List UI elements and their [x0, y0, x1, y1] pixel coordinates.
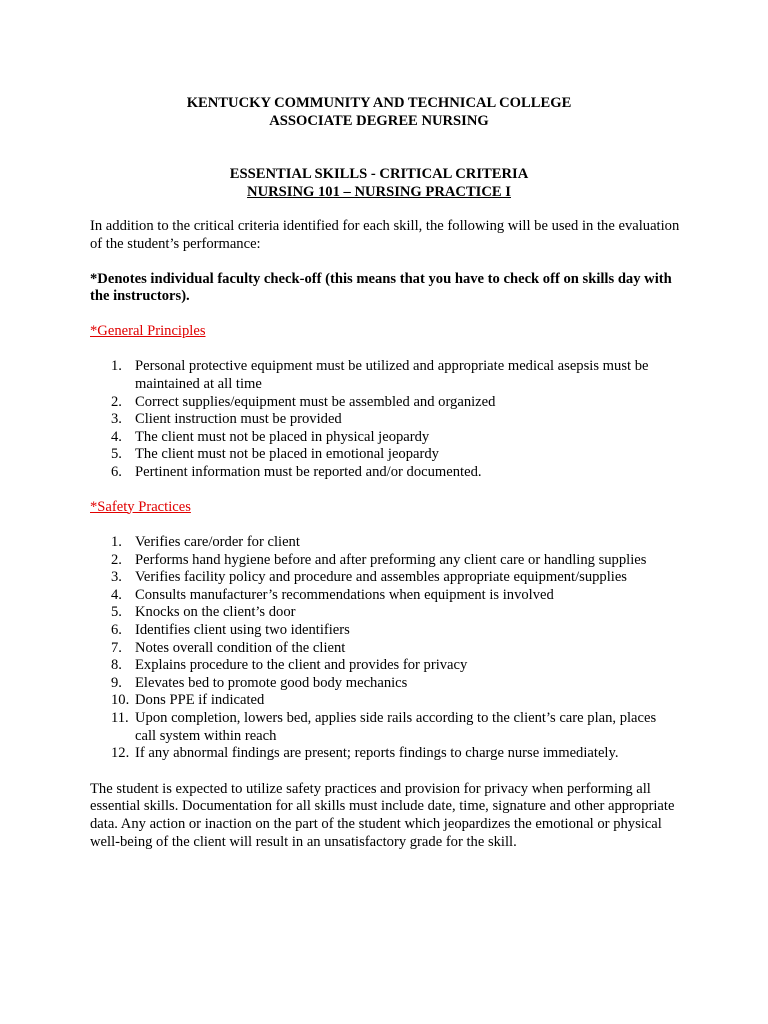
item-text: Explains procedure to the client and provides for privacy: [135, 657, 468, 674]
item-text: If any abnormal findings are present; reports findings to charge nurse immediately.: [135, 745, 619, 762]
item-number: 11.: [111, 710, 129, 727]
list-item: [90, 745, 680, 763]
item-text: Consults manufacturer’s recommendations when equipment is involved: [135, 586, 554, 603]
document-page: [90, 95, 680, 851]
item-number: 5.: [111, 446, 122, 463]
list-item: [90, 534, 680, 552]
item-text: Knocks on the client’s door: [135, 604, 296, 621]
item-text: Dons PPE if indicated: [135, 692, 265, 709]
intro-paragraph: In addition to the critical criteria identified for each skill, the following will be used in the evaluation of the student’s performance:: [90, 218, 680, 252]
item-number: 2.: [111, 393, 122, 410]
item-number: 8.: [111, 657, 122, 674]
list-item: [90, 358, 680, 393]
item-text: Notes overall condition of the client: [135, 639, 346, 656]
list-item: [90, 429, 680, 447]
item-text: Client instruction must be provided: [135, 411, 342, 428]
item-number: 4.: [111, 428, 122, 445]
closing-paragraph: The student is expected to utilize safety practices and provision for privacy when performing all essential skills. Documentation for all skills must include date, time, signature and other appropriate data. Any action or inaction on the part of the student which jeopardizes the emotional or physical well-being of the client will result in an unsatisfactory grade for the skill.: [90, 780, 675, 850]
item-text: Performs hand hygiene before and after preforming any client care or handling supplies: [135, 551, 647, 568]
list-item: [90, 675, 680, 693]
item-number: 6.: [111, 622, 122, 639]
item-number: 4.: [111, 586, 122, 603]
item-number: 1.: [111, 534, 122, 551]
item-number: 6.: [111, 463, 122, 480]
item-text: Pertinent information must be reported and/or documented.: [135, 463, 482, 480]
college-name: KENTUCKY COMMUNITY AND TECHNICAL COLLEGE: [186, 95, 572, 111]
course-title: NURSING 101 – NURSING PRACTICE I: [247, 183, 511, 200]
list-item: [90, 710, 680, 745]
item-number: 5.: [111, 604, 122, 621]
item-text: Elevates bed to promote good body mechanics: [135, 674, 408, 691]
list-item: [90, 657, 680, 675]
item-text: Identifies client using two identifiers: [135, 622, 350, 639]
document-title: ESSENTIAL SKILLS - CRITICAL CRITERIA: [229, 166, 529, 183]
safety-practices-list: [90, 534, 680, 763]
list-item: [90, 569, 680, 587]
item-text: Verifies facility policy and procedure and assembles appropriate equipment/supplies: [135, 569, 627, 586]
general-principles-list: [90, 358, 680, 481]
list-item: [90, 446, 680, 464]
item-number: 7.: [111, 639, 122, 656]
item-number: 10.: [111, 692, 130, 709]
list-item: [90, 692, 680, 710]
item-text: The client must not be placed in emotional jeopardy: [135, 446, 439, 463]
safety-practices-heading: *Safety Practices: [90, 498, 191, 515]
list-item: [90, 464, 680, 482]
check-off-note: *Denotes individual faculty check-off (this means that you have to check off on skills day with the instructors).: [90, 270, 672, 305]
list-item: [90, 622, 680, 640]
item-number: 1.: [111, 358, 122, 375]
list-item: [90, 640, 680, 658]
list-item: [90, 394, 680, 412]
list-item: [90, 604, 680, 622]
item-number: 9.: [111, 674, 122, 691]
list-item: [90, 411, 680, 429]
general-principles-heading: *General Principles: [90, 322, 206, 339]
list-item: [90, 552, 680, 570]
item-text: Personal protective equipment must be utilized and appropriate medical asepsis must be maintained at all time: [135, 358, 649, 392]
item-number: 3.: [111, 411, 122, 428]
list-item: [90, 587, 680, 605]
item-number: 3.: [111, 569, 122, 586]
document-header: [78, 95, 680, 201]
item-text: Verifies care/order for client: [135, 534, 300, 551]
item-text: Correct supplies/equipment must be assembled and organized: [135, 393, 496, 410]
item-number: 12.: [111, 745, 130, 762]
item-text: Upon completion, lowers bed, applies side rails according to the client’s care plan, places call system within reach: [135, 710, 657, 744]
item-number: 2.: [111, 551, 122, 568]
item-text: The client must not be placed in physical jeopardy: [135, 428, 430, 445]
program-name: ASSOCIATE DEGREE NURSING: [269, 112, 489, 129]
